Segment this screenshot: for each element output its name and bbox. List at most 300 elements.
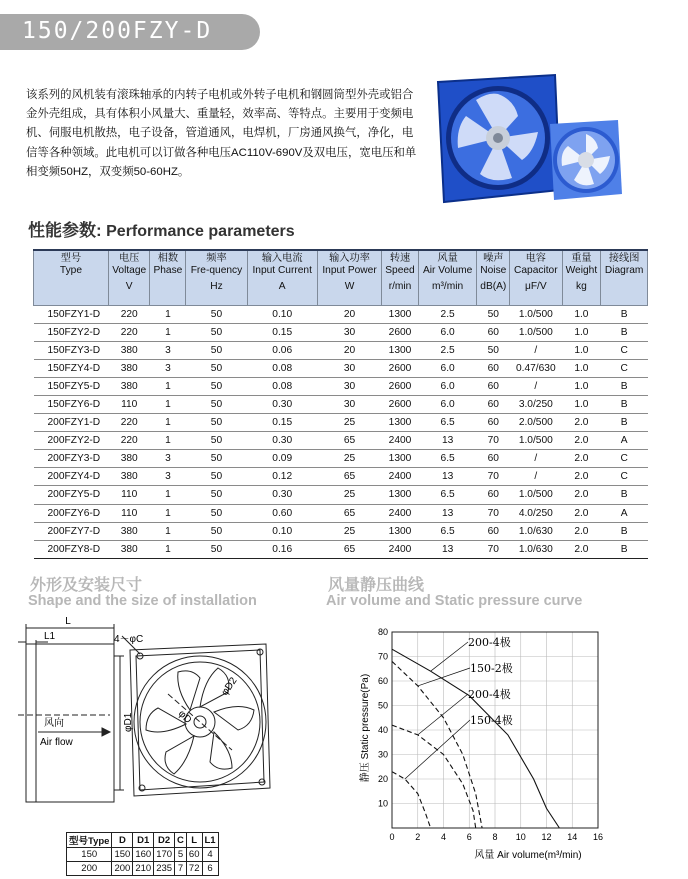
table-cell: 6.0 xyxy=(418,378,477,396)
perf-header-unit: m³/min xyxy=(432,281,464,292)
fan-product-image xyxy=(430,72,660,212)
table-cell: 1.0 xyxy=(562,324,601,342)
table-cell: B xyxy=(601,378,648,396)
table-cell: 13 xyxy=(418,432,477,450)
table-cell: 0.30 xyxy=(247,396,317,414)
table-cell: C xyxy=(601,450,648,468)
table-row xyxy=(34,342,648,360)
perf-header-cell xyxy=(382,250,418,306)
table-cell: 380 xyxy=(108,450,150,468)
table-cell: 50 xyxy=(186,396,247,414)
table-cell: 200FZY7-D xyxy=(34,522,109,540)
dim-cell: D2 xyxy=(154,833,175,848)
table-row xyxy=(34,396,648,414)
table-cell: 50 xyxy=(186,306,247,324)
table-cell: 50 xyxy=(186,324,247,342)
table-cell: 2600 xyxy=(382,396,418,414)
perf-header-unit: A xyxy=(278,281,286,292)
table-cell: 30 xyxy=(317,360,381,378)
table-cell: 1.0/500 xyxy=(510,324,562,342)
series-label: 150-4极 xyxy=(470,714,513,727)
table-row xyxy=(34,504,648,522)
label-D1: φD1 xyxy=(123,712,134,732)
perf-header-unit: V xyxy=(125,281,133,292)
table-cell: 70 xyxy=(477,504,510,522)
table-cell: 3 xyxy=(150,342,186,360)
table-cell: B xyxy=(601,486,648,504)
table-cell: 20 xyxy=(317,342,381,360)
perf-header-zh: 重量 xyxy=(571,253,592,264)
table-cell: 0.15 xyxy=(247,324,317,342)
table-cell: 0.30 xyxy=(247,432,317,450)
perf-header-cell xyxy=(317,250,381,306)
dim-row xyxy=(67,862,219,876)
y-tick-label: 70 xyxy=(377,651,388,662)
table-cell: 60 xyxy=(477,324,510,342)
table-cell: 380 xyxy=(108,522,150,540)
dim-cell: 200 xyxy=(112,862,133,876)
table-cell: 380 xyxy=(108,468,150,486)
table-cell: 60 xyxy=(477,378,510,396)
perf-header-cell xyxy=(34,250,109,306)
perf-header-zh: 输入电流 xyxy=(261,253,303,264)
table-cell: 1 xyxy=(150,306,186,324)
y-tick-label: 20 xyxy=(377,774,388,784)
table-cell: 50 xyxy=(186,540,247,558)
chart-series xyxy=(392,649,559,828)
table-row xyxy=(34,450,648,468)
table-cell: 0.08 xyxy=(247,378,317,396)
table-cell: 0.15 xyxy=(247,414,317,432)
table-cell: 50 xyxy=(186,432,247,450)
small-fan-icon xyxy=(550,120,622,200)
table-cell: 70 xyxy=(477,468,510,486)
table-cell: 150FZY2-D xyxy=(34,324,109,342)
table-cell: 200FZY6-D xyxy=(34,504,109,522)
table-cell: 2.0 xyxy=(562,540,601,558)
table-cell: 0.06 xyxy=(247,342,317,360)
y-tick-label: 50 xyxy=(377,700,388,711)
table-cell: 150FZY5-D xyxy=(34,378,109,396)
large-fan-icon xyxy=(438,75,560,202)
table-cell: 1.0/630 xyxy=(510,522,562,540)
table-cell: 1 xyxy=(150,522,186,540)
perf-header-en: Input Power xyxy=(322,265,377,276)
table-cell: 1300 xyxy=(382,342,418,360)
table-row xyxy=(34,522,648,540)
side-view xyxy=(18,624,124,802)
dim-cell: 型号Type xyxy=(67,833,112,848)
x-tick-label: 10 xyxy=(515,832,526,842)
perf-header-cell xyxy=(510,250,562,306)
perf-header-unit: dB(A) xyxy=(480,281,507,292)
dim-cell: 200 xyxy=(67,862,112,876)
perf-header-en: Capacitor xyxy=(514,265,558,276)
table-cell: 200FZY2-D xyxy=(34,432,109,450)
x-tick-label: 0 xyxy=(389,832,395,842)
table-cell: 50 xyxy=(186,414,247,432)
performance-table xyxy=(33,249,648,559)
table-row xyxy=(34,468,648,486)
table-cell: 220 xyxy=(108,432,150,450)
label-L1: L1 xyxy=(44,631,56,642)
table-cell: 50 xyxy=(186,468,247,486)
table-cell: 6.0 xyxy=(418,360,477,378)
table-cell: / xyxy=(510,342,562,360)
dim-cell: 210 xyxy=(133,862,154,876)
dimension-table xyxy=(66,832,219,876)
perf-header-unit: Hz xyxy=(210,281,223,292)
table-cell: 380 xyxy=(108,540,150,558)
table-cell: 2600 xyxy=(382,378,418,396)
table-cell: 1 xyxy=(150,378,186,396)
perf-header-zh: 转速 xyxy=(389,253,411,264)
table-cell: 13 xyxy=(418,504,477,522)
x-tick-label: 16 xyxy=(592,832,604,842)
perf-header-en: Voltage xyxy=(112,265,147,276)
table-cell: 1 xyxy=(150,432,186,450)
table-cell: 60 xyxy=(477,522,510,540)
y-tick-label: 80 xyxy=(377,627,388,637)
dim-cell: 150 xyxy=(67,848,112,862)
perf-header-cell xyxy=(186,250,247,306)
series-line xyxy=(392,649,559,828)
table-cell: 380 xyxy=(108,342,150,360)
dim-cell: 4 xyxy=(202,848,218,862)
perf-header-en: Weight xyxy=(565,265,598,276)
table-cell: 60 xyxy=(477,450,510,468)
table-cell: 150FZY3-D xyxy=(34,342,109,360)
table-cell: 1 xyxy=(150,396,186,414)
performance-heading-en: Performance parameters xyxy=(106,223,295,240)
table-cell: 380 xyxy=(108,378,150,396)
table-cell: 1.0 xyxy=(562,378,601,396)
table-cell: 200FZY1-D xyxy=(34,414,109,432)
table-cell: 13 xyxy=(418,468,477,486)
table-cell: 220 xyxy=(108,324,150,342)
table-cell: 1 xyxy=(150,414,186,432)
table-cell: 0.09 xyxy=(247,450,317,468)
dim-cell: L1 xyxy=(202,833,218,848)
table-cell: 1.0/500 xyxy=(510,306,562,324)
perf-header-cell xyxy=(562,250,601,306)
table-cell: 1.0/630 xyxy=(510,540,562,558)
table-cell: 2600 xyxy=(382,360,418,378)
table-row xyxy=(34,486,648,504)
table-cell: 110 xyxy=(108,396,150,414)
perf-header-en: Speed xyxy=(385,265,415,276)
table-cell: 2.5 xyxy=(418,306,477,324)
table-cell: 2.0 xyxy=(562,432,601,450)
table-cell: B xyxy=(601,396,648,414)
dim-cell: 72 xyxy=(186,862,202,876)
table-cell: 1 xyxy=(150,486,186,504)
table-cell: 1300 xyxy=(382,450,418,468)
table-cell: 200FZY4-D xyxy=(34,468,109,486)
page-title: 150/200FZY-D xyxy=(22,18,213,44)
table-cell: 25 xyxy=(317,522,381,540)
perf-header-zh: 接线图 xyxy=(608,253,640,264)
dim-cell: 7 xyxy=(175,862,187,876)
dim-cell: 6 xyxy=(202,862,218,876)
table-cell: 50 xyxy=(186,378,247,396)
perf-header-en: Phase xyxy=(153,265,183,276)
table-cell: 2400 xyxy=(382,504,418,522)
curve-heading-en: Air volume and Static pressure curve xyxy=(326,593,583,609)
table-cell: 0.08 xyxy=(247,360,317,378)
shape-heading-en: Shape and the size of installation xyxy=(28,593,257,609)
series-line xyxy=(392,725,476,828)
table-cell: 60 xyxy=(477,486,510,504)
x-tick-label: 4 xyxy=(440,832,447,842)
table-cell: 1.0 xyxy=(562,342,601,360)
perf-header-unit: W xyxy=(344,281,355,292)
table-cell: 6.0 xyxy=(418,324,477,342)
table-cell: 50 xyxy=(186,360,247,378)
perf-header-zh: 噪声 xyxy=(483,253,504,264)
table-cell: 200FZY5-D xyxy=(34,486,109,504)
table-cell: 70 xyxy=(477,540,510,558)
y-tick-label: 60 xyxy=(377,676,388,686)
table-cell: 50 xyxy=(477,306,510,324)
perf-header-zh: 电容 xyxy=(525,253,546,264)
dim-cell: C xyxy=(175,833,187,848)
table-cell: 1 xyxy=(150,504,186,522)
table-cell: 30 xyxy=(317,324,381,342)
table-cell: 1.0 xyxy=(562,396,601,414)
perf-header-en: Noise xyxy=(480,265,507,276)
table-row xyxy=(34,414,648,432)
chart-y-label: 静压 Static pressure(Pa) xyxy=(360,673,371,783)
shape-heading-zh: 外形及安装尺寸 xyxy=(30,577,143,594)
performance-header-row xyxy=(34,250,648,306)
curve-heading-zh: 风量静压曲线 xyxy=(328,577,425,594)
table-cell: C xyxy=(601,342,648,360)
y-tick-label: 30 xyxy=(377,749,388,760)
perf-header-zh: 风量 xyxy=(437,253,458,264)
table-cell: 2.0 xyxy=(562,468,601,486)
label-holes: 4－φC xyxy=(114,634,144,645)
perf-header-zh: 频率 xyxy=(206,253,227,264)
table-cell: 1300 xyxy=(382,306,418,324)
series-label: 200-4极 xyxy=(468,688,511,701)
perf-header-en: Input Current xyxy=(252,265,312,276)
label-D2: φD2 xyxy=(219,675,240,698)
performance-heading xyxy=(28,216,295,241)
perf-header-en: Air Volume xyxy=(422,265,473,276)
table-cell: 50 xyxy=(186,504,247,522)
series-line xyxy=(392,661,482,828)
table-cell: 220 xyxy=(108,306,150,324)
table-row xyxy=(34,360,648,378)
table-cell: 2.0 xyxy=(562,450,601,468)
table-cell: 6.5 xyxy=(418,450,477,468)
table-cell: 1300 xyxy=(382,486,418,504)
table-cell: B xyxy=(601,414,648,432)
label-air-zh: 风向 xyxy=(44,718,64,729)
table-cell: 65 xyxy=(317,468,381,486)
air-pressure-chart xyxy=(352,620,602,862)
table-cell: 65 xyxy=(317,540,381,558)
table-cell: 3 xyxy=(150,360,186,378)
table-cell: 6.5 xyxy=(418,486,477,504)
table-cell: 70 xyxy=(477,432,510,450)
table-cell: 1.0 xyxy=(562,360,601,378)
table-cell: A xyxy=(601,504,648,522)
perf-header-cell xyxy=(418,250,477,306)
perf-header-zh: 输入功率 xyxy=(329,253,370,264)
table-cell: B xyxy=(601,522,648,540)
table-cell: 50 xyxy=(186,342,247,360)
table-cell: 200FZY3-D xyxy=(34,450,109,468)
table-row xyxy=(34,324,648,342)
table-cell: 0.12 xyxy=(247,468,317,486)
table-cell: 6.5 xyxy=(418,522,477,540)
y-tick-label: 40 xyxy=(377,725,388,735)
y-tick-label: 10 xyxy=(377,798,388,809)
dim-row xyxy=(67,848,219,862)
dim-cell: 160 xyxy=(133,848,154,862)
x-tick-label: 6 xyxy=(466,832,472,842)
table-cell: 0.47/630 xyxy=(510,360,562,378)
table-cell: B xyxy=(601,540,648,558)
table-cell: B xyxy=(601,306,648,324)
x-tick-label: 14 xyxy=(567,832,578,842)
table-cell: 50 xyxy=(186,486,247,504)
front-view xyxy=(122,636,270,796)
table-cell: 1300 xyxy=(382,522,418,540)
table-cell: 2.0 xyxy=(562,414,601,432)
table-cell: 2.0 xyxy=(562,522,601,540)
table-cell: 0.60 xyxy=(247,504,317,522)
table-cell: / xyxy=(510,468,562,486)
table-cell: 1300 xyxy=(382,414,418,432)
dim-cell: D1 xyxy=(133,833,154,848)
label-air-en: Air flow xyxy=(40,737,73,748)
table-cell: 30 xyxy=(317,396,381,414)
perf-header-zh: 型号 xyxy=(60,253,82,264)
table-cell: 150FZY4-D xyxy=(34,360,109,378)
table-cell: 220 xyxy=(108,414,150,432)
table-cell: 200FZY8-D xyxy=(34,540,109,558)
table-cell: C xyxy=(601,468,648,486)
table-cell: 150FZY6-D xyxy=(34,396,109,414)
perf-header-en: Diagram xyxy=(604,265,644,276)
perf-header-cell xyxy=(601,250,648,306)
table-cell: 110 xyxy=(108,504,150,522)
table-cell: 1 xyxy=(150,540,186,558)
table-cell: 60 xyxy=(477,414,510,432)
label-D: φD xyxy=(175,708,194,726)
table-cell: 65 xyxy=(317,504,381,522)
table-cell: 0.30 xyxy=(247,486,317,504)
table-row xyxy=(34,540,648,558)
table-cell: 1.0/500 xyxy=(510,432,562,450)
perf-header-cell xyxy=(108,250,150,306)
table-cell: 2400 xyxy=(382,540,418,558)
perf-header-en: Fre-quency xyxy=(190,265,243,276)
table-cell: 25 xyxy=(317,414,381,432)
table-cell: 2400 xyxy=(382,432,418,450)
table-cell: / xyxy=(510,450,562,468)
table-cell: B xyxy=(601,324,648,342)
table-cell: 2600 xyxy=(382,324,418,342)
table-cell: 2.0 xyxy=(562,504,601,522)
table-cell: 3 xyxy=(150,450,186,468)
dim-cell: L xyxy=(186,833,202,848)
intro-text: 该系列的风机装有滚珠轴承的内转子电机或外转子电机和钢圆筒型外壳或铝合金外壳组成，具有体积小风量大、重量轻，效率高、等特点。主要用于变频电机、伺服电机散热，电子设备，管道通风，电焊机，厂房通风换气，净化，电信等各种领域。此电机可以订做各种电压AC110V-690V及双电压，宽电压和单相变频50HZ，双变频50-60HZ。 xyxy=(26,89,417,178)
series-label: 150-2极 xyxy=(470,662,513,675)
table-cell: 6.0 xyxy=(418,396,477,414)
table-cell: 4.0/250 xyxy=(510,504,562,522)
chart-x-label: 风量 Air volume(m³/min) xyxy=(474,850,582,861)
table-cell: 2400 xyxy=(382,468,418,486)
table-cell: A xyxy=(601,432,648,450)
perf-header-cell xyxy=(150,250,186,306)
dim-cell: 60 xyxy=(186,848,202,862)
table-cell: C xyxy=(601,360,648,378)
table-cell: 25 xyxy=(317,486,381,504)
perf-header-cell xyxy=(477,250,510,306)
perf-header-zh: 相数 xyxy=(157,253,179,264)
table-cell: 50 xyxy=(186,450,247,468)
series-leader-line xyxy=(418,668,470,686)
x-tick-label: 8 xyxy=(492,832,498,842)
table-cell: 380 xyxy=(108,360,150,378)
installation-drawing xyxy=(18,612,278,830)
table-cell: 20 xyxy=(317,306,381,324)
x-tick-label: 2 xyxy=(415,832,421,842)
series-label: 200-4极 xyxy=(468,636,511,649)
table-cell: / xyxy=(510,378,562,396)
dim-cell: 5 xyxy=(175,848,187,862)
table-cell: 3 xyxy=(150,468,186,486)
perf-header-zh: 电压 xyxy=(119,253,140,264)
perf-header-unit: μF/V xyxy=(524,281,547,292)
table-cell: 25 xyxy=(317,450,381,468)
table-cell: 150FZY1-D xyxy=(34,306,109,324)
table-cell: 3.0/250 xyxy=(510,396,562,414)
perf-header-cell xyxy=(247,250,317,306)
table-row xyxy=(34,306,648,324)
table-cell: 2.0 xyxy=(562,486,601,504)
table-cell: 0.16 xyxy=(247,540,317,558)
dim-row xyxy=(67,833,219,848)
label-L: L xyxy=(65,616,71,627)
table-cell: 6.5 xyxy=(418,414,477,432)
table-cell: 1.0/500 xyxy=(510,486,562,504)
chart-axes xyxy=(378,627,603,842)
dim-cell: 150 xyxy=(112,848,133,862)
table-cell: 1 xyxy=(150,324,186,342)
table-cell: 60 xyxy=(477,396,510,414)
series-line xyxy=(392,772,431,828)
table-cell: 13 xyxy=(418,540,477,558)
table-row xyxy=(34,432,648,450)
table-cell: 0.10 xyxy=(247,522,317,540)
perf-header-unit: kg xyxy=(576,281,587,292)
table-cell: 50 xyxy=(186,522,247,540)
perf-header-en: Type xyxy=(59,265,82,276)
dim-cell: 170 xyxy=(154,848,175,862)
dim-cell: 235 xyxy=(154,862,175,876)
table-cell: 2.0/500 xyxy=(510,414,562,432)
table-cell: 65 xyxy=(317,432,381,450)
table-cell: 60 xyxy=(477,360,510,378)
x-tick-label: 12 xyxy=(541,832,552,842)
table-cell: 110 xyxy=(108,486,150,504)
perf-header-unit: r/min xyxy=(388,281,412,292)
